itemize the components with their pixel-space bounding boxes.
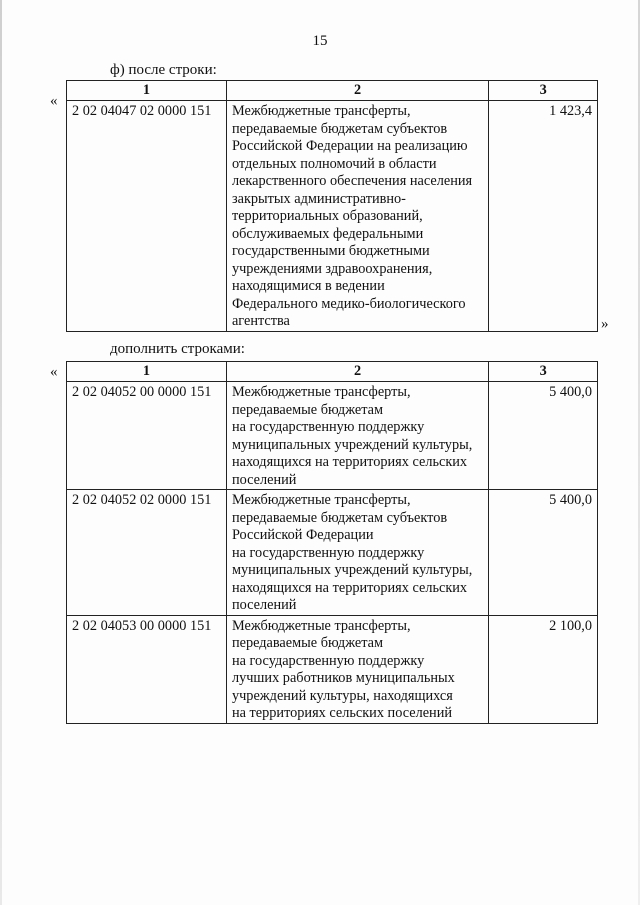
budget-code-cell: 2 02 04047 02 0000 151 (67, 101, 227, 332)
section2-open-quote: « (50, 364, 58, 380)
table-header-row (67, 362, 598, 382)
table-row (67, 101, 598, 332)
description-cell: Межбюджетные трансферты, передаваемые бюджетам на государственную поддержку лучших работников муниципальных учреждений культуры, находящихся на территориях сельских поселений (226, 615, 488, 723)
description-cell: Межбюджетные трансферты, передаваемые бюджетам субъектов Российской Федерации на государственную поддержку муниципальных учреждений культуры, находящихся на территориях сельских поселений (226, 490, 488, 616)
section1-table (66, 80, 598, 332)
column-header-1: 1 (67, 362, 227, 382)
table-row (67, 382, 598, 490)
amount-cell: 5 400,0 (489, 382, 598, 490)
column-header-2: 2 (226, 362, 488, 382)
scan-edge-left (0, 0, 2, 905)
amount-cell: 2 100,0 (489, 615, 598, 723)
description-cell: Межбюджетные трансферты, передаваемые бюджетам на государственную поддержку муниципальных учреждений культуры, находящихся на территориях сельских поселений (226, 382, 488, 490)
section2-label: дополнить строками: (110, 341, 245, 357)
column-header-3: 3 (489, 362, 598, 382)
amount-cell: 1 423,4 (489, 101, 598, 332)
page-number: 15 (312, 33, 328, 49)
section1-open-quote: « (50, 93, 58, 109)
column-header-2: 2 (226, 81, 488, 101)
table-row (67, 490, 598, 616)
table-header-row (67, 81, 598, 101)
section1-close-quote: » (601, 316, 609, 332)
section1-label: ф) после строки: (110, 62, 217, 78)
description-cell: Межбюджетные трансферты, передаваемые бюджетам субъектов Российской Федерации на реализацию отдельных полномочий в области лекарственного обеспечения населения закрытых административно- территориальных образований, обслуживаемых федеральными государственными бюджетными учреждениями здравоохранения, находящимися в ведении Федерального медико-биологического агентства (226, 101, 488, 332)
column-header-3: 3 (489, 81, 598, 101)
budget-code-cell: 2 02 04053 00 0000 151 (67, 615, 227, 723)
section2-table (66, 361, 598, 724)
amount-cell: 5 400,0 (489, 490, 598, 616)
budget-code-cell: 2 02 04052 00 0000 151 (67, 382, 227, 490)
budget-code-cell: 2 02 04052 02 0000 151 (67, 490, 227, 616)
table-row (67, 615, 598, 723)
column-header-1: 1 (67, 81, 227, 101)
